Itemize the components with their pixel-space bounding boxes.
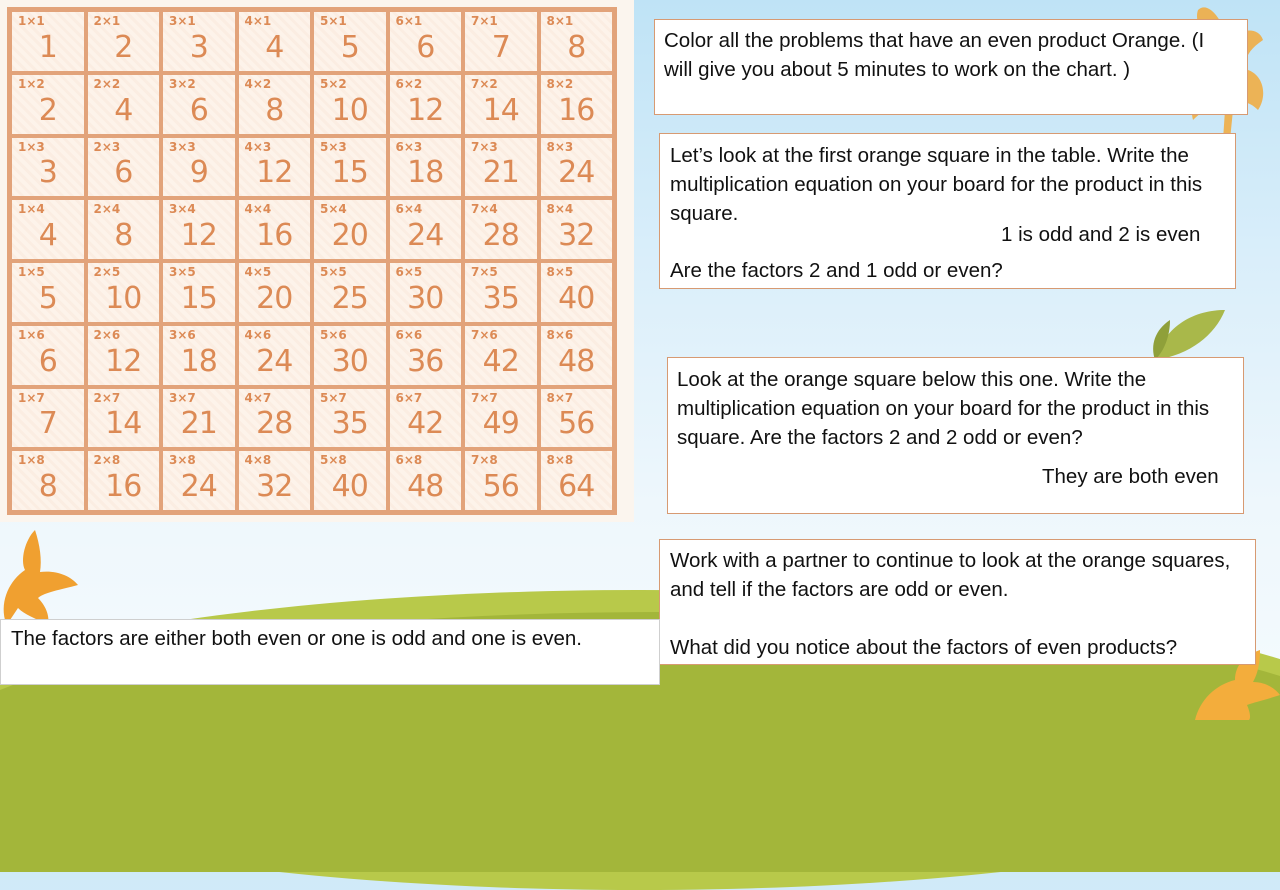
chart-cell [161,73,237,136]
cell-product: 48 [558,343,595,379]
chart-cell [388,136,464,199]
cell-factors: 3×5 [169,265,196,279]
cell-factors: 8×8 [546,453,574,468]
cell-factors: 1×2 [18,76,45,91]
cell-product: 6 [189,92,208,128]
cell-product: 18 [180,343,217,379]
cell-factors: 4×6 [244,327,272,342]
chart-cell [539,136,615,199]
conclusion-box [0,619,660,685]
cell-product: 16 [256,218,293,253]
cell-product: 8 [38,469,57,504]
chart-cell [237,136,313,199]
cell-factors: 4×5 [244,265,272,279]
cell-product: 49 [482,406,519,442]
chart-cell [86,324,162,387]
cell-product: 35 [482,280,519,316]
cell-factors: 6×5 [395,265,423,279]
cell-factors: 8×6 [546,327,574,342]
chart-cell [86,449,162,512]
cell-factors: 7×3 [471,139,498,154]
chart-cell [539,198,615,261]
chart-cell [237,261,313,324]
orange-leaf-bottom-left-icon [0,530,80,625]
cell-product: 48 [407,469,444,504]
cell-factors: 5×1 [320,14,347,28]
chart-cell [237,73,313,136]
chart-cell [312,449,388,512]
chart-cell [312,324,388,387]
cell-product: 8 [265,92,284,128]
cell-factors: 6×7 [395,390,423,405]
chart-cell [539,387,615,450]
cell-product: 56 [558,406,595,442]
cell-factors: 3×6 [169,327,196,342]
cell-product: 25 [331,280,368,316]
cell-factors: 5×4 [320,202,347,217]
chart-cell [86,198,162,261]
chart-cell [463,10,539,73]
cell-factors: 1×6 [18,327,45,342]
cell-factors: 4×8 [244,453,272,468]
chart-cell [388,387,464,450]
chart-cell [161,324,237,387]
partner-box [659,539,1256,665]
chart-cell [312,10,388,73]
chart-cell [10,449,86,512]
cell-factors: 7×5 [471,265,498,279]
cell-factors: 1×4 [18,202,45,217]
cell-factors: 4×2 [244,76,272,91]
first-square-text: Let’s look at the first orange square in the table. Write the multiplication equation on your board for the product in this square. [670,144,1203,225]
cell-product: 6 [38,343,57,379]
cell-product: 12 [105,343,142,379]
cell-product: 24 [407,218,444,253]
chart-cell [10,261,86,324]
chart-cell [10,136,86,199]
cell-factors: 5×3 [320,139,347,154]
chart-cell [237,387,313,450]
chart-cell [161,261,237,324]
below-square-text: Look at the orange square below this one. Write the multiplication equation on your board for the product in this square. Are the factors 2 and 2 odd or even? [677,368,1210,449]
chart-cell [237,10,313,73]
cell-factors: 1×3 [18,139,45,154]
chart-cell [463,198,539,261]
partner-question: What did you notice about the factors of even products? [670,636,1178,659]
below-square-box [667,357,1244,514]
chart-cell [463,324,539,387]
cell-factors: 3×7 [169,390,196,405]
chart-cell [10,324,86,387]
cell-product: 10 [105,280,142,316]
cell-product: 16 [105,469,142,504]
cell-factors: 5×5 [320,265,347,279]
cell-product: 2 [114,29,133,65]
chart-cell [237,198,313,261]
cell-product: 15 [331,155,368,191]
cell-product: 4 [265,29,284,65]
cell-product: 14 [482,92,519,128]
cell-product: 6 [416,29,435,65]
chart-cell [10,73,86,136]
cell-product: 10 [331,92,368,128]
chart-cell [388,449,464,512]
cell-factors: 2×2 [93,76,121,91]
cell-product: 3 [38,155,57,191]
cell-factors: 5×6 [320,327,347,342]
cell-factors: 1×5 [18,265,45,279]
cell-factors: 1×1 [18,14,45,28]
cell-product: 35 [331,406,368,442]
cell-product: 32 [558,218,595,253]
cell-factors: 7×7 [471,390,498,405]
chart-cell [86,387,162,450]
cell-product: 4 [38,218,57,253]
chart-cell [539,73,615,136]
cell-product: 21 [180,406,217,442]
chart-cell [388,198,464,261]
cell-factors: 6×6 [395,327,423,342]
chart-cell [312,261,388,324]
cell-product: 30 [407,280,444,316]
chart-cell [161,10,237,73]
chart-cell [161,136,237,199]
cell-factors: 6×1 [395,14,423,28]
cell-factors: 1×7 [18,390,45,405]
conclusion-text: The factors are either both even or one is odd and one is even. [11,627,582,650]
cell-product: 8 [567,29,586,65]
chart-cell [10,387,86,450]
cell-factors: 8×2 [546,76,574,91]
cell-factors: 2×6 [93,327,121,342]
cell-product: 28 [482,218,519,253]
cell-factors: 3×1 [169,14,196,28]
first-square-question: Are the factors 2 and 1 odd or even? [670,259,1003,282]
cell-product: 5 [340,29,359,65]
cell-product: 32 [256,469,293,504]
cell-product: 40 [558,280,595,316]
chart-cell [539,324,615,387]
chart-cell [539,449,615,512]
cell-product: 24 [180,469,217,504]
cell-product: 2 [38,92,57,128]
cell-factors: 4×7 [244,390,272,405]
cell-product: 36 [407,343,444,379]
chart-cell [312,198,388,261]
first-square-answer: 1 is odd and 2 is even [1001,223,1201,246]
cell-factors: 2×1 [93,14,121,28]
cell-product: 21 [482,155,519,191]
cell-factors: 2×4 [93,202,121,217]
cell-factors: 3×4 [169,202,196,217]
cell-factors: 2×5 [93,265,121,279]
cell-product: 8 [114,218,133,253]
cell-product: 64 [558,469,595,504]
cell-factors: 7×1 [471,14,498,28]
cell-factors: 7×6 [471,327,498,342]
cell-factors: 7×8 [471,453,498,468]
cell-factors: 6×4 [395,202,423,217]
color-instruction-box [654,19,1248,115]
chart-cell [539,261,615,324]
cell-factors: 5×8 [320,453,347,468]
chart-cell [10,10,86,73]
cell-factors: 4×1 [244,14,272,28]
chart-cell [388,73,464,136]
cell-product: 42 [407,406,444,442]
chart-cell [86,73,162,136]
cell-factors: 8×4 [546,202,574,217]
below-square-answer: They are both even [1042,465,1219,488]
chart-cell [312,73,388,136]
cell-product: 7 [491,29,510,65]
partner-text: Work with a partner to continue to look at the orange squares, and tell if the factors are odd or even. [670,549,1231,601]
cell-product: 3 [189,29,208,65]
first-square-box [659,133,1236,289]
cell-product: 20 [331,218,368,253]
cell-product: 12 [407,92,444,128]
chart-cell [463,449,539,512]
cell-product: 28 [256,406,293,442]
green-leaf-right-icon [1145,305,1235,365]
cell-product: 9 [189,155,208,191]
cell-factors: 6×3 [395,139,423,154]
chart-cell [86,136,162,199]
chart-cell [463,136,539,199]
chart-cell [161,387,237,450]
cell-product: 56 [482,469,519,504]
chart-cell [161,449,237,512]
cell-factors: 3×2 [169,76,196,91]
chart-cell [86,261,162,324]
cell-factors: 8×5 [546,265,574,279]
cell-factors: 6×8 [395,453,423,468]
cell-product: 1 [38,29,57,65]
cell-factors: 7×4 [471,202,498,217]
chart-cell [388,324,464,387]
cell-factors: 7×2 [471,76,498,91]
cell-product: 24 [558,155,595,191]
chart-cell [237,449,313,512]
cell-factors: 6×2 [395,76,423,91]
cell-product: 24 [256,343,293,379]
cell-product: 7 [38,406,57,442]
chart-cell [388,10,464,73]
cell-factors: 4×4 [244,202,272,217]
cell-product: 14 [105,406,142,442]
cell-product: 6 [114,155,133,191]
color-instruction-text: Color all the problems that have an even product Orange. (I will give you about 5 minutes to work on the chart. ) [664,29,1205,81]
cell-product: 42 [482,343,519,379]
multiplication-chart-panel [0,0,634,522]
cell-factors: 8×7 [546,390,574,405]
cell-product: 20 [256,280,293,316]
cell-factors: 4×3 [244,139,272,154]
cell-factors: 5×7 [320,390,347,405]
cell-factors: 8×3 [546,139,574,154]
cell-factors: 2×7 [93,390,121,405]
cell-product: 30 [331,343,368,379]
cell-product: 16 [558,92,595,128]
chart-cell [312,387,388,450]
chart-cell [388,261,464,324]
multiplication-chart-grid [7,7,617,515]
chart-cell [312,136,388,199]
cell-product: 12 [180,218,217,253]
cell-factors: 2×8 [93,453,121,468]
cell-factors: 3×3 [169,139,196,154]
cell-product: 4 [114,92,133,128]
chart-cell [463,387,539,450]
cell-factors: 2×3 [93,139,121,154]
cell-factors: 8×1 [546,14,574,28]
chart-cell [10,198,86,261]
chart-cell [463,261,539,324]
chart-cell [86,10,162,73]
chart-cell [161,198,237,261]
chart-cell [539,10,615,73]
cell-factors: 5×2 [320,76,347,91]
cell-product: 15 [180,280,217,316]
cell-factors: 1×8 [18,453,45,468]
cell-product: 12 [256,155,293,191]
chart-cell [237,324,313,387]
cell-product: 5 [38,280,57,316]
chart-cell [463,73,539,136]
cell-product: 18 [407,155,444,191]
cell-factors: 3×8 [169,453,196,468]
cell-product: 40 [331,469,368,504]
